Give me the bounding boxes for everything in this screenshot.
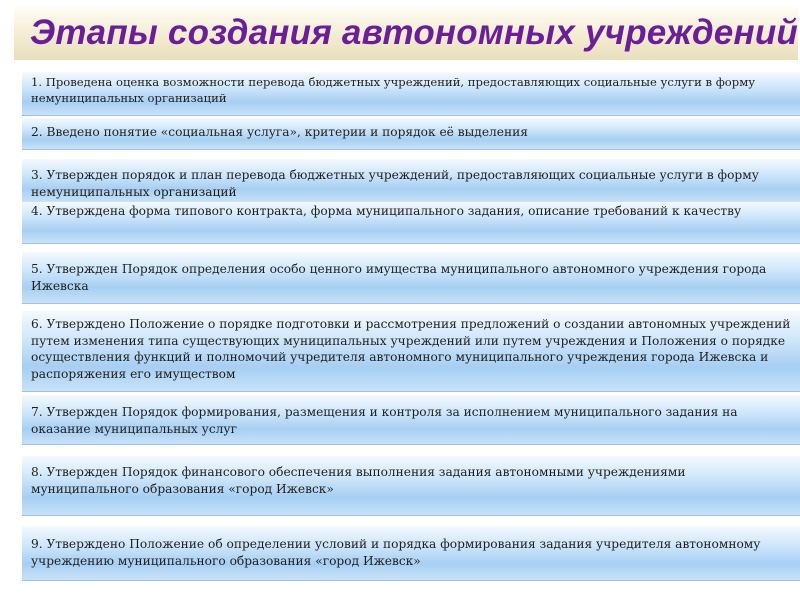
step-6 [22, 311, 800, 392]
step-2-text: 2. Введено понятие «социальная услуга», критерии и порядок её выделения [31, 125, 528, 139]
step-5 [22, 252, 800, 304]
step-4 [22, 202, 800, 244]
step-7-text: 7. Утвержден Порядок формирования, размещения и контроля за исполнением муниципального задания на оказание муниципальных услуг [31, 405, 738, 436]
step-7 [22, 395, 800, 445]
page-title: Этапы создания автономных учреждений [30, 13, 798, 52]
step-6-text: 6. Утверждено Положение о порядке подготовки и рассмотрения предложений о создании автономных учреждений путем изменения типа существующих муниципальных учреждений или путем учреждения и Положения о порядке осуществления функций и полномочий учредителя автономного муниципального учреждения города Ижевска и распоряжения его имуществом [31, 317, 791, 381]
step-8-text: 8. Утвержден Порядок финансового обеспечения выполнения задания автономными учреждениями муниципального образования «город Ижевск» [31, 465, 686, 496]
step-1 [22, 72, 800, 116]
step-3-text: 3. Утвержден порядок и план перевода бюджетных учреждений, предоставляющих социальные услуги в форму немуниципальных организаций [31, 168, 759, 199]
step-9 [22, 526, 800, 581]
step-5-text: 5. Утвержден Порядок определения особо ценного имущества муниципального автономного учреждения города Ижевска [31, 262, 767, 293]
step-1-text: 1. Проведена оценка возможности перевода бюджетных учреждений, предоставляющих социальные услуги в форму немуниципальных организаций [31, 75, 756, 105]
step-9-text: 9. Утверждено Положение об определении условий и порядка формирования задания учредителя автономному учреждению муниципального образования «город Ижевск» [31, 537, 761, 568]
step-4-text: 4. Утверждена форма типового контракта, форма муниципального задания, описание требований к качеству [31, 204, 742, 218]
step-3 [22, 159, 800, 203]
step-8 [22, 456, 800, 516]
step-2 [22, 118, 800, 150]
